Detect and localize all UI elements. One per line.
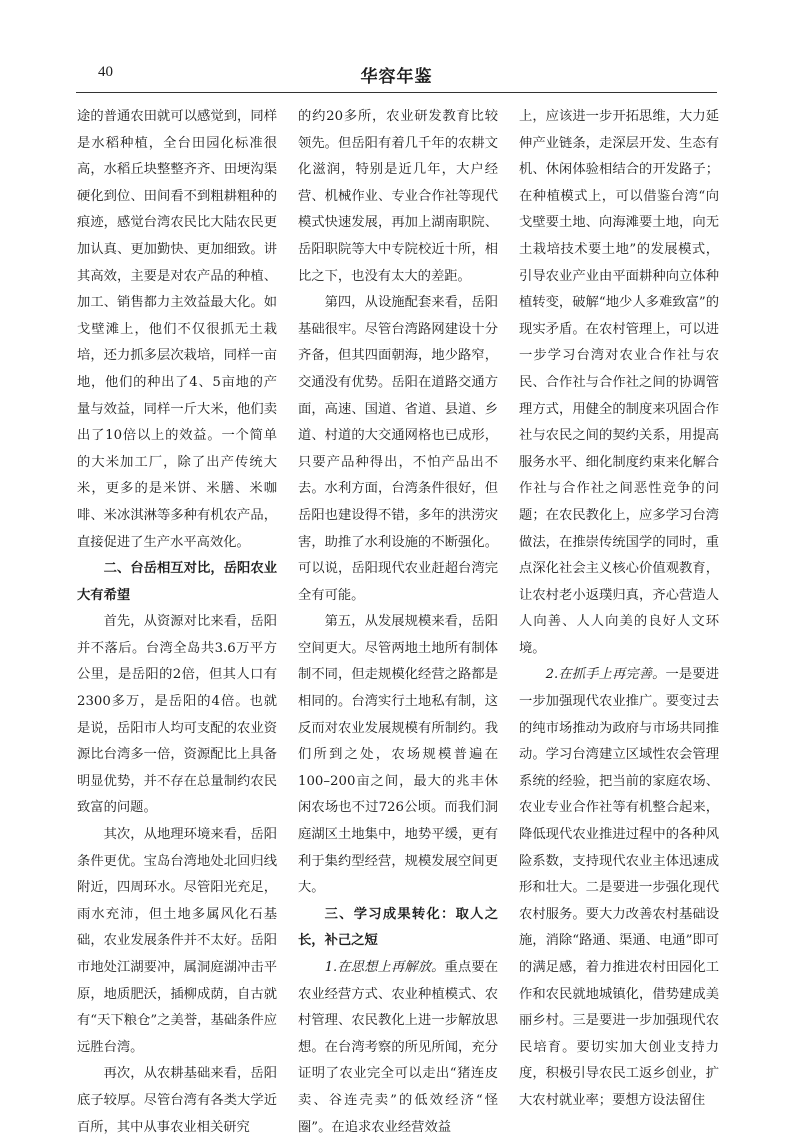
publication-title: 华容年鉴 (360, 67, 433, 87)
subsection-label: 1.在思想上再解放。 (324, 960, 445, 975)
paragraph-text: 重点要在农业经营方式、农业种植模式、农村管理、农民教化上进一步解放思想。在台湾考察的所见所闻，充分证明了农业完全可以走出“猪连皮卖、谷连壳卖”的低效经济“怪圈”。在追求农业经营效益 (298, 960, 499, 1135)
paragraph: 再次，从农耕基础来看，岳阳底子较厚。尽管台湾有各类大学近百所，其中从事农业相关研究 (77, 1066, 277, 1135)
paragraph: 其次，从地理环境来看，岳阳条件更优。宝岛台湾地处北回归线附近，四周环水。尽管阳光充足，雨水充沛，但土地多属风化石基础，农业发展条件并不太好。岳阳市地处江湖要冲，属洞庭湖冲击平原，地质肥沃，插柳成荫，自古就有“天下粮仓”之美誉，基础条件应远胜台湾。 (77, 827, 277, 1055)
paragraph: 第四，从设施配套来看，岳阳基础很牢。尽管台湾路网建设十分齐备，但其四面朝海，地少路窄，交通没有优势。岳阳在道路交通方面，高速、国道、省道、县道、乡道、村道的大交通网格也已成形，只要产品种得出，不怕产品出不去。水利方面，台湾条件很好，但岳阳也建设得不错，多年的洪涝灾害，助推了水利设施的不断强化。可以说，岳阳现代农业赶超台湾完全有可能。 (298, 295, 498, 603)
paragraph-text: 一是要进一步加强现代农业推广。要变过去的纯市场推动为政府与市场共同推动。学习台湾建立区域性农会管理系统的经验，把当前的家庭农场、农业专业合作社等有机整合起来，降低现代农业推进过程中的各种风险系数，支持现代农业主体迅速成形和壮大。二是要进一步强化现代农村服务。要大力改善农村基础设施，消除“路通、渠通、电通”即可的满足感，着力推进农村田园化工作和农民就地城镇化，借势建成美丽乡村。三是要进一步加强现代农民培育。要切实加大创业支持力度，积极引导农民工返乡创业，扩大农村就业率；要想方设法留住 (519, 667, 720, 1108)
text-column-3 (519, 104, 719, 1115)
page-number: 40 (98, 64, 113, 80)
paragraph (519, 662, 719, 1114)
subsection-label: 2.在抓手上再完善。 (545, 667, 666, 683)
section-heading: 三、学习成果转化：取人之长，补己之短 (298, 906, 498, 949)
paragraph: 途的普通农田就可以感觉到，同样是水稻种植，全台田园化标准很高，水稻丘块整整齐齐、田埂沟渠硬化到位、田间看不到粗耕粗种的痕迹，感觉台湾农民比大陆农民更加认真、更加勤快、更加细致。讲其高效，主要是对农产品的种植、加工、销售都力主效益最大化。如戈壁滩上，他们不仅很抓无土栽培，还力抓多层次栽培，同样一亩地，他们的种出了4、5亩地的产量与效益，同样一斤大米，他们卖出了10倍以上的效益。一个简单的大米加工厂，除了出产传统大米，更多的是米饼、米膳、米咖啡、米冰淇淋等多种有机农产品，直接促进了生产水平高效化。 (77, 109, 277, 550)
paragraph: 第五，从发展规模来看，岳阳空间更大。尽管两地土地所有制体制不同，但走规模化经营之路都是相同的。台湾实行土地私有制，这反而对农业发展规模有所制约。我们所到之处，农场规模普遍在100–200亩之间，最大的兆丰休闲农场也不过726公顷。而我们洞庭湖区土地集中，地势平缓，更有利于集约型经营，规模发展空间更大。 (298, 614, 498, 896)
section-heading: 二、台岳相互对比，岳阳农业大有希望 (77, 561, 277, 603)
text-column-1 (77, 104, 277, 1141)
paragraph (298, 955, 498, 1141)
text-column-2 (298, 104, 498, 1141)
paragraph: 首先，从资源对比来看，岳阳并不落后。台湾全岛共3.6万平方公里，是岳阳的2倍，但其人口有2300多万，是岳阳的4倍。也就是说，岳阳市人均可支配的农业资源比台湾多一倍，资源配比上具备明显优势，并不存在总量制约农民致富的问题。 (77, 614, 277, 816)
paragraph: 的约20多所，农业研发教育比较领先。但岳阳有着几千年的农耕文化滋润，特别是近几年，大户经营、机械作业、专业合作社等现代模式快速发展，再加上湖南职院、岳阳职院等大中专院校近十所，相比之下，也没有太大的差距。 (298, 109, 498, 284)
header-rule (76, 92, 717, 93)
paragraph: 上，应该进一步开拓思维，大力延伸产业链条，走深层开发、生态有机、休闲体验相结合的开发路子；在种植模式上，可以借鉴台湾“向戈壁要土地、向海滩要土地，向无土栽培技术要土地”的发展模式，引导农业产业由平面耕种向立体种植转变，破解“地少人多难致富”的现实矛盾。在农村管理上，可以进一步学习台湾对农业合作社与农民、合作社与合作社之间的协调管理方式，用健全的制度来巩固合作社与农民之间的契约关系，用提高服务水平、细化制度约束来化解合作社与合作社之间恶性竞争的问题；在农民教化上，应多学习台湾做法，在推崇传统国学的同时，重点深化社会主义核心价值观教育，让农村老小返璞归真，齐心营造人人向善、人人向美的良好人文环境。 (519, 109, 719, 656)
